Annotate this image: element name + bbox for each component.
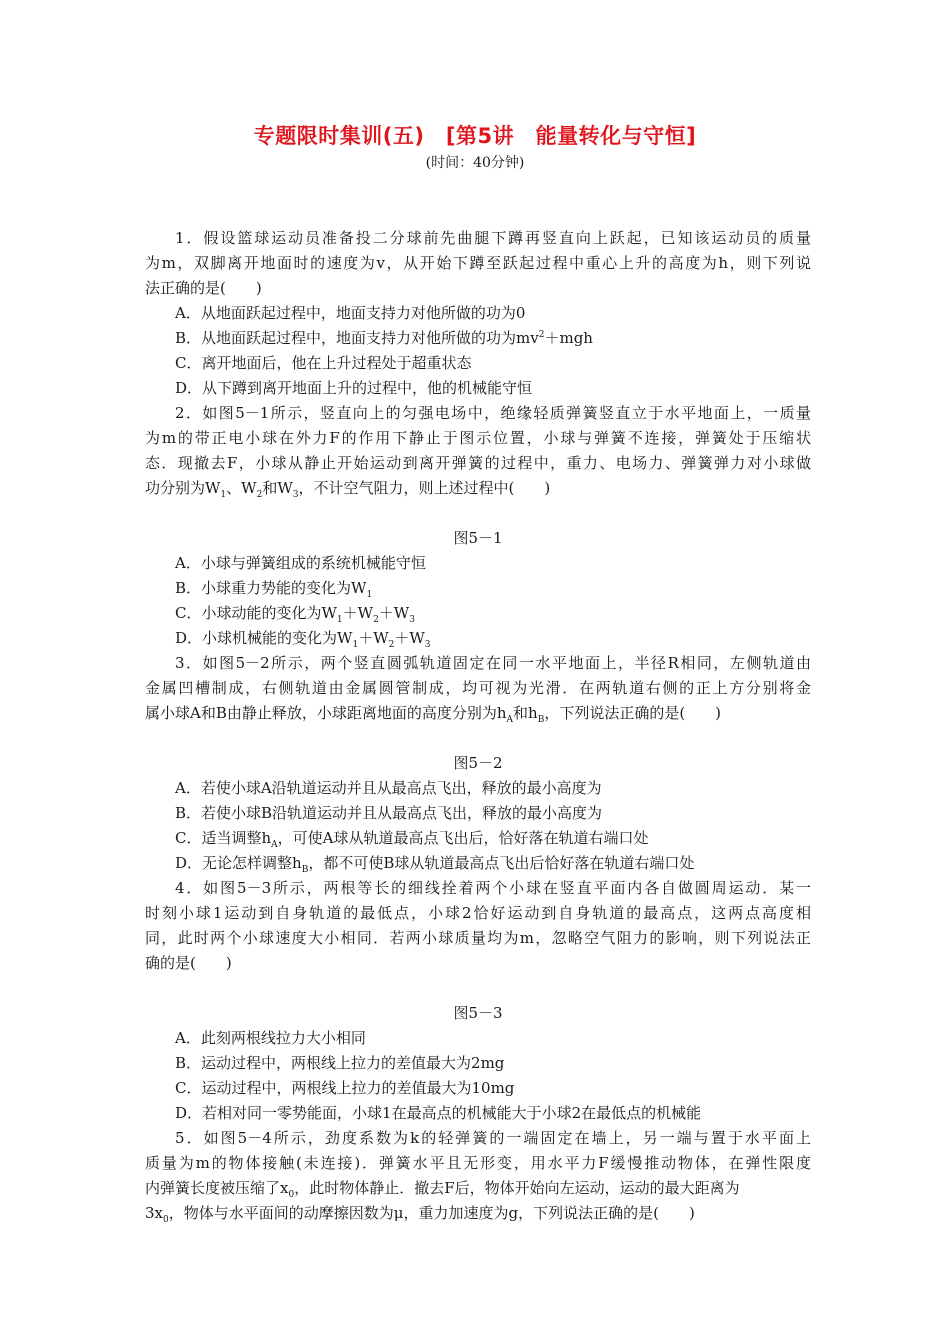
q2-line-1: 2．如图5－1所示，竖直向上的匀强电场中，绝缘轻质弹簧竖直立于水平地面上，一质量: [175, 404, 811, 422]
question-content: [145, 226, 811, 1226]
q2-d-sub2: 2: [388, 640, 395, 650]
q2-c-sub2: 2: [373, 615, 379, 625]
q2-c-sub3: 3: [409, 615, 415, 625]
q2-c-c: ＋W: [378, 604, 410, 622]
q1-line-2: 为m，双脚离开地面时的速度为v，从开始下蹲至跃起过程中重心上升的高度为h，则下列说: [145, 254, 811, 272]
q2-c-sub1: 1: [336, 615, 343, 625]
q3-c-a: C．适当调整h: [175, 829, 272, 847]
q1-option-c: C．离开地面后，他在上升过程处于超重状态: [175, 354, 472, 372]
q2-line-4: [145, 476, 811, 501]
q3-d-a: D．无论怎样调整h: [175, 854, 302, 872]
q2-c-a: C．小球动能的变化为W: [175, 604, 337, 622]
q4-option-d: D．若相对同一零势能面，小球1在最高点的机械能大于小球2在最低点的机械能: [175, 1104, 702, 1122]
q2-d-b: ＋W: [358, 629, 389, 647]
q2-d-c: ＋W: [394, 629, 425, 647]
q3-l3-c: ，下列说法正确的是( ): [544, 704, 722, 722]
q1-line-3: 法正确的是( ): [145, 279, 262, 297]
q4-line-2: 时刻小球1运动到自身轨道的最低点，小球2恰好运动到自身轨道的最高点，这两点高度相: [145, 904, 811, 922]
q1-option-b-tail: ＋mgh: [544, 329, 593, 347]
q1-option-b: [145, 326, 811, 351]
q1-line-1: 1．假设篮球运动员准备投二分球前先曲腿下蹲再竖直向上跃起，已知该运动员的质量: [175, 229, 811, 247]
q5-line-3: [145, 1176, 811, 1201]
q2-b-text: B．小球重力势能的变化为W: [175, 579, 367, 597]
q2-c-b: ＋W: [342, 604, 374, 622]
q4-option-b: B．运动过程中，两根线上拉力的差值最大为2mg: [175, 1054, 505, 1072]
q2-option-c: [145, 601, 811, 626]
q1-option-d: D．从下蹲到离开地面上升的过程中，他的机械能守恒: [175, 379, 533, 397]
q5-line-4: [145, 1201, 811, 1226]
q5-l3-b: ，此时物体静止．撤去F后，物体开始向左运动，运动的最大距离为: [294, 1179, 740, 1197]
q4-line-3: 同，此时两个小球速度大小相同．若两小球质量均为m，忽略空气阻力的影响，则下列说法正: [145, 929, 811, 947]
q4-option-c: C．运动过程中，两根线上拉力的差值最大为10mg: [175, 1079, 515, 1097]
q3-l3-subA: A: [506, 715, 514, 725]
q2-option-b: [145, 576, 811, 601]
q2-d-sub1: 1: [352, 640, 359, 650]
q5-line-2: 质量为m的物体接触(未连接)．弹簧水平且无形变，用水平力F缓慢推动物体，在弹性限度: [145, 1154, 811, 1172]
page-title: 专题限时集训(五) [第5讲 能量转化与守恒]: [253, 124, 697, 148]
q5-l4-b: ，物体与水平面间的动摩擦因数为μ，重力加速度为g，下列说法正确的是( ): [168, 1204, 695, 1222]
q3-line-3: [145, 701, 811, 726]
q2-line-3: 态．现撤去F，小球从静止开始运动到离开弹簧的过程中，重力、电场力、弹簧弹力对小球做: [145, 454, 811, 472]
q5-l3-sub: 0: [288, 1190, 295, 1200]
q3-option-c: [145, 826, 811, 851]
q2-l4-sub3: 3: [292, 490, 299, 500]
q1-option-b-sup: 2: [538, 330, 545, 340]
q2-d-sub3: 3: [424, 640, 431, 650]
q3-option-d: [145, 851, 811, 876]
q4-line-4: 确的是( ): [145, 954, 232, 972]
q2-l4-c: 和W: [262, 479, 293, 497]
q3-c-sub: A: [271, 840, 278, 850]
q2-b-sub: 1: [366, 590, 373, 600]
q2-l4-a: 功分别为W: [145, 479, 221, 497]
q3-line-1: 3．如图5－2所示，两个竖直圆弧轨道固定在同一水平地面上，半径R相同，左侧轨道由: [175, 654, 811, 672]
q3-l3-subB: B: [537, 715, 545, 725]
q4-option-a: A．此刻两根线拉力大小相同: [175, 1029, 366, 1047]
q5-l4-sub: 0: [163, 1215, 169, 1225]
q3-line-2: 金属凹槽制成，右侧轨道由金属圆管制成，均可视为光滑．在两轨道右侧的正上方分别将金: [145, 679, 811, 697]
q5-l3-a: 内弹簧长度被压缩了x: [145, 1179, 289, 1197]
q5-l4-a: 3x: [145, 1204, 164, 1222]
q2-l4-b: 、W: [226, 479, 257, 497]
q3-d-b: ，都不可使B球从轨道最高点飞出后恰好落在轨道右端口处: [308, 854, 695, 872]
q2-option-d: [145, 626, 811, 651]
q2-l4-d: ，不计空气阻力，则上述过程中( ): [298, 479, 551, 497]
q1-option-a: A．从地面跃起过程中，地面支持力对他所做的功为0: [175, 304, 526, 322]
figure-caption-5-1: 图5－1: [453, 529, 503, 547]
page-subtitle: (时间：40分钟): [425, 155, 525, 171]
q3-option-b: B．若使小球B沿轨道运动并且从最高点飞出，释放的最小高度为: [175, 804, 603, 822]
q2-l4-sub2: 2: [256, 490, 263, 500]
q4-line-1: 4．如图5－3所示，两根等长的细线拴着两个小球在竖直平面内各自做圆周运动．某一: [175, 879, 811, 897]
q2-line-2: 为m的带正电小球在外力F的作用下静止于图示位置，小球与弹簧不连接，弹簧处于压缩状: [145, 429, 811, 447]
figure-caption-5-3: 图5－3: [453, 1004, 503, 1022]
q5-line-1: 5．如图5－4所示，劲度系数为k的轻弹簧的一端固定在墙上，另一端与置于水平面上: [175, 1129, 811, 1147]
q3-l3-b: 和h: [513, 704, 538, 722]
q2-d-a: D．小球机械能的变化为W: [175, 629, 353, 647]
q3-option-a: A．若使小球A沿轨道运动并且从最高点飞出，释放的最小高度为: [175, 779, 602, 797]
q3-d-sub: B: [301, 865, 309, 875]
figure-caption-5-2: 图5－2: [453, 754, 503, 772]
q2-l4-sub1: 1: [220, 490, 227, 500]
q1-option-b-text: B．从地面跃起过程中，地面支持力对他所做的功为mv: [175, 329, 539, 347]
q2-option-a: A．小球与弹簧组成的系统机械能守恒: [175, 554, 426, 572]
q3-l3-a: 属小球A和B由静止释放，小球距离地面的高度分别为h: [145, 704, 507, 722]
q3-c-b: ，可使A球从轨道最高点飞出后，恰好落在轨道右端口处: [277, 829, 649, 847]
